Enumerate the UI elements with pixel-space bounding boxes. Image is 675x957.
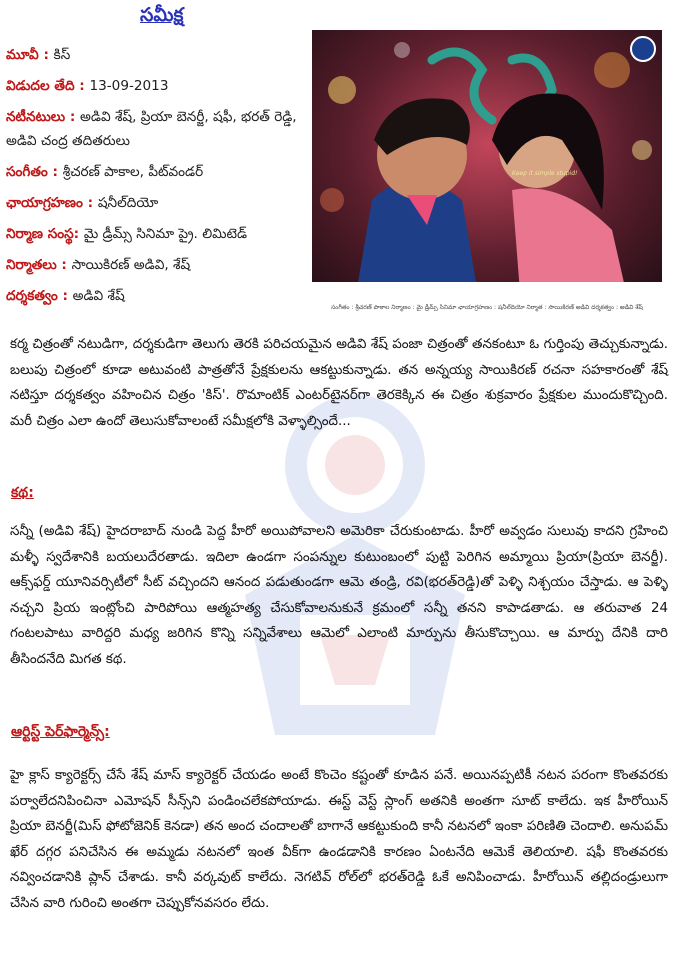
info-separator: : xyxy=(56,257,72,273)
info-value: శ్రీచరణ్ పాకాల, పీట్‌వండర్ xyxy=(62,164,204,180)
info-separator: : xyxy=(73,226,84,242)
info-row-music xyxy=(6,157,311,188)
poster-tagline: Keep it simple stupid! xyxy=(512,170,578,177)
story-heading: కథ: xyxy=(11,485,34,501)
info-value: అడివి శేష్ xyxy=(72,288,125,304)
info-row-production xyxy=(6,219,311,250)
info-separator: : xyxy=(38,47,54,63)
info-row-release-date xyxy=(6,71,311,102)
info-value: 13-09-2013 xyxy=(89,78,169,94)
info-row-cast xyxy=(6,102,311,157)
movie-poster xyxy=(312,30,662,318)
artists-paragraph: హై క్లాస్ క్యారెక్టర్స్ చేసే శేష్ మాస్ క్యారెక్టర్ చేయడం అంటే కొంచెం కష్టంతో కూడిన పనే. అయినప్పటికీ నటన పరంగా కొంతవరకు పర్వాలేదనిపించినా ఎమోషన్ సీన్స్‌ని పండించలేకపోయాడు. ఈస్ట్ వెస్ట్ స్లాంగ్ అతనికి అంతగా సూట్ కాలేదు. ఇక హీరోయిన్ ప్రియా బెనర్జీ(మిస్ ఫోటోజెనిక్ కెనడా) తన అంద చందాలతో బాగానే ఆకట్టుకుంది కానీ నటనలో ఇంకా పరిణితి చెందాలి. అనుపమ్ ఖేర్ దగ్గర పనిచేసిన ఈ అమ్మడు నటనలో ఇంత వీక్‌గా ఉండడానికి కారణం ఏంటనేది ఆమెకే తెలియాలి. షఫీ కొంతవరకు నవ్వించడానికి ప్లాన్ చేశాడు. కానీ వర్కవుట్ కాలేదు. నెగటివ్ రోల్‌లో భరత్‌రెడ్డి ఓకే అనిపించాడు. హీరోయిన్ తల్లిదండ్రులుగా చేసిన వారి గురించి అంతగా చెప్పుకోనవసరం లేదు. xyxy=(10,768,668,911)
movie-info xyxy=(6,40,311,312)
info-row-producers xyxy=(6,250,311,281)
info-value: సాయికిరణ్ అడివి, శేష్ xyxy=(71,257,191,273)
info-value: అడివి శేష్, ప్రియా బెనర్జీ, షఫీ, భరత్ రెడ్డి, అడివి చంద్ర తదితరులు xyxy=(6,109,297,149)
info-row-movie xyxy=(6,40,311,71)
poster-artwork xyxy=(312,30,662,318)
info-label: నటీనటులు xyxy=(6,109,66,125)
info-separator: : xyxy=(74,78,90,94)
info-value: మై డ్రీమ్స్ సినిమా ప్రై. లిమిటెడ్ xyxy=(83,226,248,242)
channel-logo-icon xyxy=(630,36,656,62)
info-value: కిస్ xyxy=(53,47,71,63)
page-title: సమీక్ష xyxy=(140,4,184,26)
info-label: ఛాయాగ్రహణం xyxy=(6,195,83,211)
artists-heading: ఆర్టిస్ట్ పెర్‌ఫార్మెన్స్: xyxy=(11,724,110,740)
info-label: మూవీ xyxy=(6,47,39,63)
info-label: దర్శకత్వం xyxy=(6,288,58,304)
info-separator: : xyxy=(57,288,73,304)
info-label: నిర్మాతలు xyxy=(6,257,57,273)
poster-credits: సంగీతం : శ్రీచరణ్ పాకాల నిర్మాణం : మై డ్రీమ్స్ సినిమా ఛాయాగ్రహణం : షనీల్‌దియో నిర్మాత : సాయికిరణ్ అడివి దర్శకత్వం : అడివి శేష్ xyxy=(331,304,643,311)
story-paragraph: సన్నీ (అడివి శేష్) హైదరాబాద్ నుండి పెద్ద హీరో అయిపోవాలని అమెరికా చేరుకుంటాడు. హీరో అవ్వడం సులువు కాదని గ్రహించి మళ్ళీ స్వదేశానికి బయలుదేరతాడు. ఇదిలా ఉండగా సంపన్నుల కుటుంబంలో పుట్టి పెరిగిన అమ్మాయి ప్రియా(ప్రియా బెనర్జీ). ఆక్స్‌ఫర్డ్ యూనివర్సిటీలో సీట్ వచ్చిందని ఆనంద పడుతుండగా ఆమె తండ్రి, రవి(భరత్‌రెడ్డి)తో పెళ్ళి నిశ్చయం చేస్తాడు. ఆ పెళ్ళి నచ్చని ప్రియ ఇంట్లోంచి పారిపోయి ఆత్మహత్య చేసుకోవాలనుకునే క్రమంలో సన్నీ తనని కాపాడతాడు. ఆ తరువాత 24 గంటలపాటు వారిద్దరి మధ్య జరిగిన కొన్ని సన్నివేశాలు ఆమెలో ఎలాంటి మార్పును తీసుకొచ్చాయి. ఆ మార్పు దేనికి దారి తీసిందనేది మిగత కథ. xyxy=(10,524,668,667)
info-separator: : xyxy=(47,164,63,180)
info-separator: : xyxy=(65,109,81,125)
info-label: సంగీతం xyxy=(6,164,48,180)
info-row-director xyxy=(6,281,311,312)
info-value: షనీల్‌దియో xyxy=(97,195,159,211)
info-label: నిర్మాణ సంస్థ xyxy=(6,226,74,242)
info-row-cinematography xyxy=(6,188,311,219)
info-separator: : xyxy=(82,195,98,211)
info-label: విడుదల తేది xyxy=(6,78,75,94)
intro-paragraph: కర్మ చిత్రంతో నటుడిగా, దర్శకుడిగా తెలుగు తెరకి పరిచయమైన అడివి శేష్ పంజా చిత్రంతో తనకంటూ ఓ గుర్తింపు తెచ్చుకున్నాడు. బలుపు చిత్రంలో కూడా అటువంటి పాత్రతోనే ప్రేక్షకులను ఆకట్టుకున్నాడు. తన అన్నయ్య సాయికిరణ్ రచనా సహకారంతో శేష్ నటిస్తూ దర్శకత్వం వహించిన చిత్రం 'కిస్'. రొమాంటిక్ ఎంటర్‌టైనర్‌గా తెరకెక్కిన ఈ చిత్రం శుక్రవారం ప్రేక్షకుల ముందుకొచ్చింది. మరీ చిత్రం ఎలా ఉందో తెలుసుకోవాలంటే సమీక్షలోకి వెళ్ళాల్సిందే... xyxy=(10,337,668,429)
